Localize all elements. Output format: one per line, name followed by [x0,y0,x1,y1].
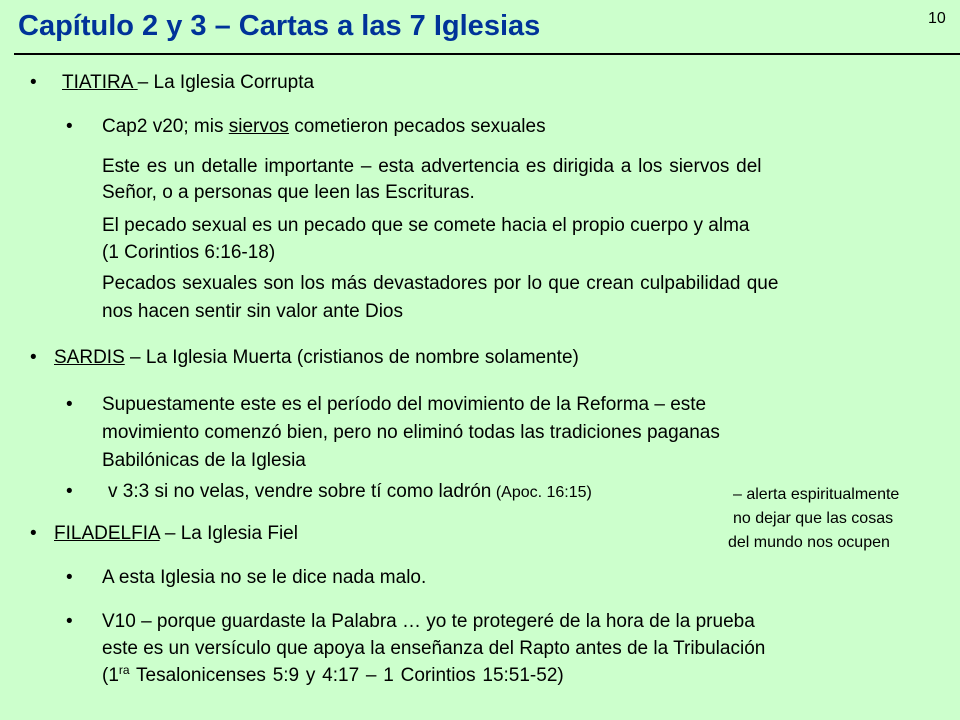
text-fragment: (1 [102,665,119,686]
bullet-icon: • [30,72,37,93]
church-name-filadelfia: FILADELFIA [54,523,160,544]
ordinal-superscript: ra [118,663,130,677]
tiatira-paragraph-line: nos hacen sentir sin valor ante Dios [102,301,403,322]
bullet-icon: • [30,347,37,368]
text-fragment: cometieron pecados sexuales [288,116,546,137]
filadelfia-point-2-line: V10 – porque guardaste la Palabra … yo te protegeré de la hora de la prueba [102,611,755,632]
slide-title: Capítulo 2 y 3 – Cartas a las 7 Iglesias [18,10,541,42]
tiatira-paragraph-line: Este es un detalle importante – esta advertencia es dirigida a los siervos del [102,156,762,177]
side-note-line: no dejar que las cosas [733,510,894,527]
scripture-reference: (Apoc. 16:15) [491,484,592,501]
text-fragment: Tesalonicenses 5:9 y 4:17 – 1 Corintios 15:51-52) [129,665,564,686]
verse-text: v 3:3 si no velas, vendre sobre tí como ladrón [108,481,492,502]
filadelfia-point-1: A esta Iglesia no se le dice nada malo. [102,567,427,588]
filadelfia-point-2-line: este es un versículo que apoya la enseñanza del Rapto antes de la Tribulación [102,638,766,659]
bullet-icon: • [66,481,73,502]
side-note-line: – alerta espiritualmente [733,486,900,503]
tiatira-paragraph-line: (1 Corintios 6:16-18) [102,242,276,263]
tiatira-paragraph-line: Pecados sexuales son los más devastadores por lo que crean culpabilidad que [102,273,779,294]
bullet-icon: • [66,611,73,632]
heading-filadelfia [54,522,298,546]
church-name-tiatira: TIATIRA [62,72,138,93]
heading-tiatira [62,71,314,95]
bullet-icon: • [30,523,37,544]
underlined-word-siervos: siervos [228,116,289,137]
bullet-icon: • [66,116,73,137]
tiatira-paragraph-line: El pecado sexual es un pecado que se comete hacia el propio cuerpo y alma [102,215,750,236]
tiatira-paragraph-line: Señor, o a personas que leen las Escrituras. [102,182,475,203]
heading-sardis [54,346,579,370]
heading-filadelfia-rest: – La Iglesia Fiel [159,523,298,544]
sardis-point-line: Babilónicas de la Iglesia [102,450,306,471]
title-divider [14,53,960,55]
side-note-line: del mundo nos ocupen [728,534,890,551]
bullet-icon: • [66,394,73,415]
filadelfia-point-2-line [102,664,564,688]
sardis-point-line: Supuestamente este es el período del movimiento de la Reforma – este [102,394,707,415]
slide-number: 10 [928,10,946,27]
heading-tiatira-rest: – La Iglesia Corrupta [137,72,315,93]
church-name-sardis: SARDIS [54,347,125,368]
text-fragment: Cap2 v20; mis [102,116,229,137]
sardis-point-line: movimiento comenzó bien, pero no eliminó todas las tradiciones paganas [102,422,720,443]
tiatira-point-1 [102,115,546,139]
bullet-icon: • [66,567,73,588]
sardis-point-2 [108,480,592,505]
heading-sardis-rest: – La Iglesia Muerta (cristianos de nombre solamente) [124,347,579,368]
